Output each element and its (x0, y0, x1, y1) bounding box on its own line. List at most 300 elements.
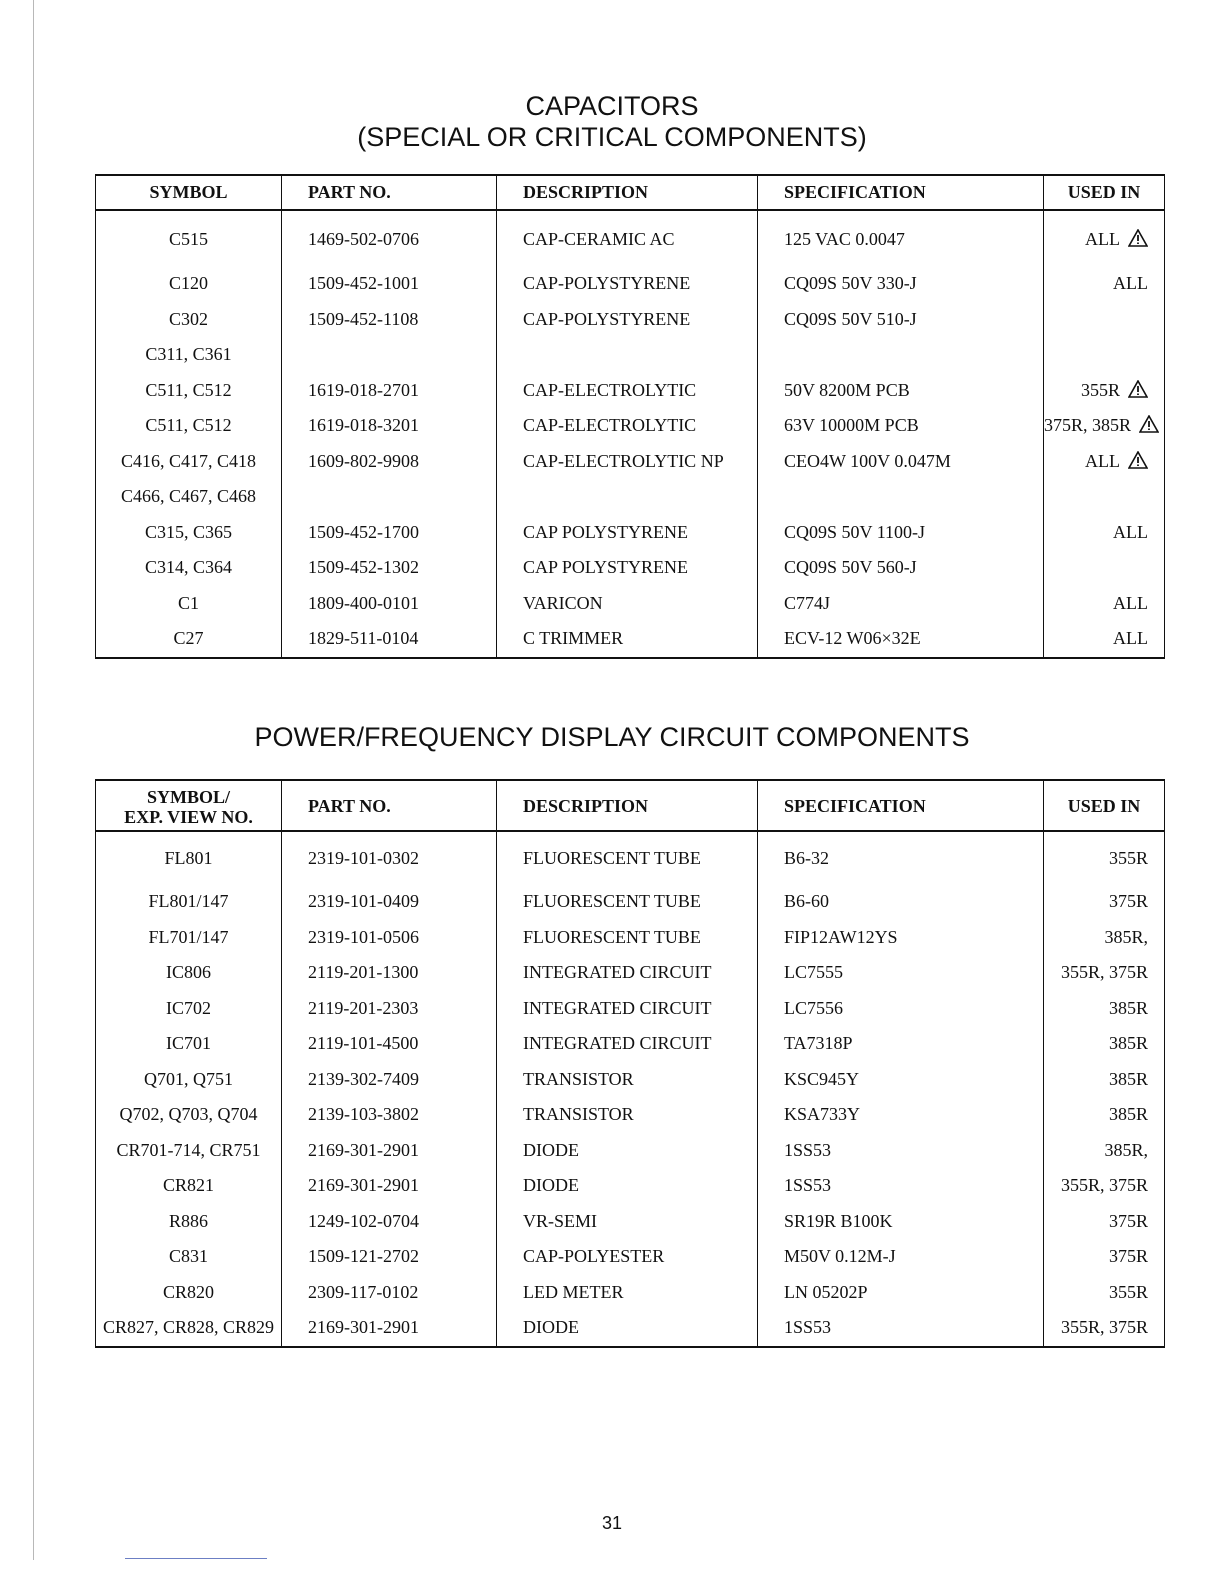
symbol-cell-text: CR821 (162, 1175, 214, 1196)
description-cell (497, 586, 758, 622)
specification-cell (758, 884, 1044, 920)
symbol-cell-text: C511, C512 (145, 379, 232, 400)
symbol-cell-text: CR827, CR828, CR829 (102, 1317, 275, 1338)
symbol-cell-text: Q702, Q703, Q704 (119, 1104, 258, 1125)
description-cell-text: TRANSISTOR (523, 1068, 634, 1089)
part-no-cell (282, 1168, 497, 1204)
used-in-cell (1044, 266, 1165, 302)
table-row (96, 831, 1165, 884)
symbol-cell (96, 1133, 282, 1169)
exp-view-header-line: EXP. VIEW NO. (124, 806, 253, 827)
part-no-cell-text: 1509-452-1001 (308, 273, 419, 294)
symbol-cell (96, 1310, 282, 1347)
description-cell (497, 621, 758, 658)
description-cell (497, 210, 758, 266)
symbol-cell (96, 444, 282, 480)
specification-cell-text: SR19R B100K (784, 1210, 893, 1231)
symbol-cell (96, 920, 282, 956)
description-cell-text: FLUORESCENT TUBE (523, 847, 701, 868)
description-cell (497, 479, 758, 515)
used-in-cell-text: 355R (1108, 1281, 1148, 1302)
symbol-cell (96, 991, 282, 1027)
part-no-cell-text: 1249-102-0704 (308, 1210, 419, 1231)
table-row (96, 302, 1165, 338)
description-cell (497, 266, 758, 302)
used-in-cell (1044, 991, 1165, 1027)
table-row (96, 621, 1165, 658)
specification-cell-text: ECV-12 W06×32E (784, 628, 921, 649)
specification-cell (758, 1310, 1044, 1347)
part-no-cell-text: 1829-511-0104 (308, 628, 419, 649)
symbol-cell-text: C302 (168, 308, 208, 329)
table-row (96, 550, 1165, 586)
description-cell-text: INTEGRATED CIRCUIT (523, 997, 712, 1018)
table-row (96, 1310, 1165, 1347)
specification-cell-text: KSA733Y (784, 1104, 861, 1125)
symbol-cell-text: C311, C361 (145, 344, 232, 365)
part-no-cell-text: 2139-302-7409 (308, 1068, 419, 1089)
description-cell (497, 550, 758, 586)
specification-cell-text: B6-60 (784, 891, 829, 912)
specification-cell (758, 479, 1044, 515)
description-cell (497, 920, 758, 956)
symbol-cell-text: C831 (168, 1246, 208, 1267)
used-in-cell (1044, 920, 1165, 956)
description-cell (497, 1097, 758, 1133)
description-cell-text: CAP-ELECTROLYTIC (523, 415, 697, 436)
part-no-cell-text: 2119-201-1300 (308, 962, 419, 983)
symbol-cell-text: C27 (173, 628, 204, 649)
part-no-cell-text: 1809-400-0101 (308, 592, 419, 613)
used-in-cell (1044, 1239, 1165, 1275)
capacitors-subtitle: (SPECIAL OR CRITICAL COMPONENTS) (357, 122, 867, 152)
table-header-row (96, 780, 1165, 831)
used-in-cell (1044, 210, 1165, 266)
specification-cell (758, 1097, 1044, 1133)
description-cell (497, 373, 758, 409)
safety-warning-icon (1128, 229, 1148, 247)
part-no-cell (282, 408, 497, 444)
part-no-cell-text: 2319-101-0506 (308, 926, 419, 947)
capacitors-table (95, 174, 1165, 659)
used-in-cell (1044, 1168, 1165, 1204)
symbol-cell (96, 1026, 282, 1062)
part-no-cell (282, 373, 497, 409)
used-in-cell-text: 385R (1108, 997, 1148, 1018)
part-no-cell-text: 2119-101-4500 (308, 1033, 419, 1054)
table-row (96, 1026, 1165, 1062)
description-cell-text: CAP-POLYSTYRENE (523, 308, 691, 329)
description-header: DESCRIPTION (497, 780, 758, 831)
symbol-cell-text: IC701 (166, 1033, 211, 1054)
specification-cell (758, 955, 1044, 991)
part-no-cell (282, 210, 497, 266)
part-no-cell-text: 2169-301-2901 (308, 1175, 419, 1196)
description-cell (497, 991, 758, 1027)
used-in-cell-text: ALL (1113, 273, 1148, 294)
used-in-cell (1044, 1097, 1165, 1133)
symbol-cell-text: C1 (177, 592, 199, 613)
specification-cell-text: CQ09S 50V 560-J (784, 557, 917, 578)
table-row (96, 991, 1165, 1027)
symbol-cell (96, 337, 282, 373)
description-cell (497, 1168, 758, 1204)
part-no-cell (282, 920, 497, 956)
description-cell (497, 831, 758, 884)
description-cell-text: CAP-POLYSTYRENE (523, 273, 691, 294)
specification-cell-text: 1SS53 (784, 1317, 832, 1338)
description-cell-text: TRANSISTOR (523, 1104, 634, 1125)
description-cell (497, 955, 758, 991)
symbol-cell (96, 1204, 282, 1240)
used-in-cell (1044, 586, 1165, 622)
used-in-cell (1044, 479, 1165, 515)
description-cell (497, 444, 758, 480)
used-in-cell (1044, 550, 1165, 586)
description-cell (497, 337, 758, 373)
specification-cell (758, 515, 1044, 551)
table-row (96, 515, 1165, 551)
used-in-cell-text: 385R (1108, 1033, 1148, 1054)
description-cell (497, 1204, 758, 1240)
used-in-cell-text: 385R, (1104, 926, 1148, 947)
description-cell (497, 1062, 758, 1098)
symbol-cell (96, 1097, 282, 1133)
symbol-cell-text: C466, C467, C468 (120, 486, 257, 507)
symbol-header-line: SYMBOL/ (146, 786, 230, 807)
table-row (96, 373, 1165, 409)
symbol-cell-text: Q701, Q751 (144, 1068, 233, 1089)
description-cell-text: DIODE (523, 1317, 579, 1338)
part-no-cell (282, 550, 497, 586)
specification-cell-text: CQ09S 50V 330-J (784, 273, 917, 294)
part-no-cell-text: 1509-121-2702 (308, 1246, 419, 1267)
part-no-cell-text: 2169-301-2901 (308, 1139, 419, 1160)
symbol-cell (96, 955, 282, 991)
specification-cell (758, 1168, 1044, 1204)
symbol-cell-text: CR701-714, CR751 (116, 1139, 261, 1160)
description-cell-text: CAP-ELECTROLYTIC (523, 379, 697, 400)
part-no-cell (282, 621, 497, 658)
symbol-cell-text: IC806 (166, 962, 211, 983)
part-no-cell (282, 1275, 497, 1311)
symbol-cell-text: C511, C512 (145, 415, 232, 436)
symbol-cell (96, 266, 282, 302)
description-cell (497, 1310, 758, 1347)
description-cell-text: CAP POLYSTYRENE (523, 521, 689, 542)
used-in-cell-text: 385R (1108, 1104, 1148, 1125)
symbol-cell (96, 1275, 282, 1311)
part-no-cell-text: 1469-502-0706 (308, 229, 419, 249)
description-cell (497, 408, 758, 444)
description-cell (497, 515, 758, 551)
table-row (96, 1275, 1165, 1311)
symbol-cell (96, 210, 282, 266)
table-row (96, 337, 1165, 373)
specification-cell-text: C774J (784, 592, 831, 613)
safety-warning-icon (1128, 451, 1148, 469)
specification-cell (758, 1026, 1044, 1062)
safety-warning-icon (1128, 380, 1148, 398)
symbol-cell-text: C314, C364 (144, 557, 232, 578)
symbol-cell-text: C416, C417, C418 (120, 450, 257, 471)
used-in-cell (1044, 408, 1165, 444)
table-row (96, 1168, 1165, 1204)
used-in-cell-text: 375R, 385R (1044, 415, 1132, 436)
symbol-cell (96, 586, 282, 622)
used-in-cell (1044, 1026, 1165, 1062)
specification-cell (758, 621, 1044, 658)
description-cell-text: LED METER (523, 1281, 624, 1302)
symbol-cell (96, 550, 282, 586)
used-in-cell (1044, 444, 1165, 480)
symbol-cell-text: CR820 (162, 1281, 214, 1302)
used-in-cell (1044, 621, 1165, 658)
symbol-cell-text: FL701/147 (148, 926, 229, 947)
used-in-cell-text: 355R (1080, 379, 1120, 400)
used-in-cell-text: 355R, 375R (1060, 1175, 1148, 1196)
part-no-cell (282, 1062, 497, 1098)
table-row (96, 479, 1165, 515)
description-cell (497, 1239, 758, 1275)
used-in-cell (1044, 337, 1165, 373)
part-no-cell-text: 1509-452-1108 (308, 308, 419, 329)
specification-cell-text: TA7318P (784, 1033, 853, 1054)
part-no-cell (282, 831, 497, 884)
symbol-cell (96, 479, 282, 515)
display-components-title: POWER/FREQUENCY DISPLAY CIRCUIT COMPONENTS (254, 722, 970, 752)
table-header-row (96, 175, 1165, 210)
symbol-cell (96, 302, 282, 338)
description-cell-text: INTEGRATED CIRCUIT (523, 1033, 712, 1054)
symbol-cell (96, 1062, 282, 1098)
specification-cell-text: CEO4W 100V 0.047M (784, 450, 951, 471)
description-cell-text: FLUORESCENT TUBE (523, 891, 701, 912)
specification-cell (758, 444, 1044, 480)
part-no-cell-text: 2119-201-2303 (308, 997, 419, 1018)
specification-header: SPECIFICATION (758, 175, 1044, 210)
used-in-cell-text: 385R, (1104, 1139, 1148, 1160)
used-in-cell (1044, 831, 1165, 884)
symbol-cell (96, 1168, 282, 1204)
specification-cell-text: 1SS53 (784, 1139, 832, 1160)
used-in-cell-text: 375R (1108, 891, 1148, 912)
part-no-cell (282, 444, 497, 480)
specification-cell (758, 266, 1044, 302)
part-no-cell (282, 302, 497, 338)
symbol-cell-text: C120 (168, 273, 208, 294)
symbol-cell (96, 515, 282, 551)
part-no-cell (282, 266, 497, 302)
table-row (96, 444, 1165, 480)
specification-cell-text: LC7556 (784, 997, 844, 1018)
part-no-header: PART NO. (282, 780, 497, 831)
used-in-cell (1044, 1310, 1165, 1347)
display-components-table (95, 779, 1165, 1348)
used-in-cell (1044, 1062, 1165, 1098)
used-in-cell-text: ALL (1085, 229, 1120, 249)
used-in-cell-text: 385R (1108, 1068, 1148, 1089)
specification-cell (758, 1239, 1044, 1275)
used-in-cell-text: ALL (1085, 450, 1120, 471)
used-in-cell (1044, 302, 1165, 338)
description-cell-text: FLUORESCENT TUBE (523, 926, 701, 947)
specification-cell-text: FIP12AW12YS (784, 926, 898, 947)
specification-cell (758, 337, 1044, 373)
table-row (96, 1133, 1165, 1169)
part-no-cell-text: 1509-452-1302 (308, 557, 419, 578)
description-cell (497, 302, 758, 338)
part-no-cell (282, 479, 497, 515)
used-in-cell (1044, 1133, 1165, 1169)
table-row (96, 1239, 1165, 1275)
description-cell-text: VARICON (523, 592, 603, 613)
used-in-cell (1044, 515, 1165, 551)
part-no-cell (282, 337, 497, 373)
description-cell (497, 884, 758, 920)
part-no-cell (282, 1133, 497, 1169)
table-row (96, 1204, 1165, 1240)
symbol-cell-text: FL801/147 (148, 891, 229, 912)
part-no-cell-text: 1609-802-9908 (308, 450, 419, 471)
scan-margin-line (33, 0, 34, 1560)
specification-cell (758, 373, 1044, 409)
part-no-cell-text: 1619-018-2701 (308, 379, 419, 400)
description-cell-text: CAP-CERAMIC AC (523, 229, 675, 249)
used-in-cell (1044, 1275, 1165, 1311)
specification-cell (758, 1133, 1044, 1169)
specification-cell (758, 408, 1044, 444)
specification-cell (758, 302, 1044, 338)
symbol-cell (96, 884, 282, 920)
specification-cell-text: 50V 8200M PCB (784, 379, 910, 400)
specification-cell-text: 125 VAC 0.0047 (784, 229, 905, 249)
specification-cell (758, 1062, 1044, 1098)
specification-cell-text: 1SS53 (784, 1175, 832, 1196)
used-in-header: USED IN (1044, 175, 1165, 210)
symbol-header (96, 780, 282, 831)
specification-cell-text: B6-32 (784, 847, 829, 868)
capacitors-title: CAPACITORS (525, 91, 699, 121)
symbol-cell (96, 621, 282, 658)
table-row (96, 210, 1165, 266)
table-row (96, 884, 1165, 920)
table-row (96, 266, 1165, 302)
specification-cell (758, 991, 1044, 1027)
symbol-cell (96, 408, 282, 444)
part-no-cell-text: 2169-301-2901 (308, 1317, 419, 1338)
description-cell-text: CAP-ELECTROLYTIC NP (523, 450, 724, 471)
part-no-cell (282, 884, 497, 920)
safety-warning-icon (1139, 415, 1159, 433)
description-cell-text: CAP-POLYESTER (523, 1246, 665, 1267)
symbol-cell (96, 1239, 282, 1275)
symbol-cell (96, 373, 282, 409)
specification-cell-text: M50V 0.12M-J (784, 1246, 896, 1267)
part-no-cell (282, 586, 497, 622)
part-no-cell (282, 1097, 497, 1133)
specification-cell-text: LC7555 (784, 962, 844, 983)
description-cell-text: DIODE (523, 1175, 579, 1196)
description-cell-text: CAP POLYSTYRENE (523, 557, 689, 578)
specification-cell (758, 920, 1044, 956)
used-in-cell (1044, 955, 1165, 991)
specification-header: SPECIFICATION (758, 780, 1044, 831)
used-in-cell-text: ALL (1113, 521, 1148, 542)
part-no-cell (282, 955, 497, 991)
specification-cell (758, 1204, 1044, 1240)
table-row (96, 955, 1165, 991)
part-no-cell-text: 2319-101-0409 (308, 891, 419, 912)
part-no-cell-text: 1509-452-1700 (308, 521, 419, 542)
specification-cell (758, 586, 1044, 622)
symbol-cell-text: FL801 (164, 847, 213, 868)
table-row (96, 1062, 1165, 1098)
footer-rule (125, 1558, 267, 1559)
part-no-cell (282, 515, 497, 551)
specification-cell-text: 63V 10000M PCB (784, 415, 919, 436)
used-in-cell (1044, 1204, 1165, 1240)
table-row (96, 920, 1165, 956)
description-cell (497, 1026, 758, 1062)
symbol-cell-text: C515 (168, 229, 208, 249)
specification-cell-text: CQ09S 50V 510-J (784, 308, 917, 329)
description-cell (497, 1275, 758, 1311)
part-no-cell-text: 1619-018-3201 (308, 415, 419, 436)
table-row (96, 408, 1165, 444)
used-in-cell (1044, 373, 1165, 409)
used-in-header: USED IN (1044, 780, 1165, 831)
table-row (96, 1097, 1165, 1133)
part-no-cell-text: 2309-117-0102 (308, 1281, 419, 1302)
used-in-cell-text: 355R, 375R (1060, 962, 1148, 983)
symbol-cell-text: R886 (168, 1210, 208, 1231)
used-in-cell (1044, 884, 1165, 920)
specification-cell (758, 1275, 1044, 1311)
description-cell (497, 1133, 758, 1169)
specification-cell-text: LN 05202P (784, 1281, 868, 1302)
description-cell-text: DIODE (523, 1139, 579, 1160)
symbol-header: SYMBOL (96, 175, 282, 210)
specification-cell-text: KSC945Y (784, 1068, 860, 1089)
specification-cell (758, 831, 1044, 884)
table-row (96, 586, 1165, 622)
description-cell-text: INTEGRATED CIRCUIT (523, 962, 712, 983)
part-no-cell-text: 2139-103-3802 (308, 1104, 419, 1125)
used-in-cell-text: 375R (1108, 1246, 1148, 1267)
specification-cell-text: CQ09S 50V 1100-J (784, 521, 926, 542)
used-in-cell-text: 355R, 375R (1060, 1317, 1148, 1338)
part-no-cell (282, 1239, 497, 1275)
description-cell-text: C TRIMMER (523, 628, 624, 649)
part-no-cell (282, 991, 497, 1027)
specification-cell (758, 550, 1044, 586)
used-in-cell-text: ALL (1113, 628, 1148, 649)
part-no-cell (282, 1310, 497, 1347)
description-header: DESCRIPTION (497, 175, 758, 210)
part-no-cell-text: 2319-101-0302 (308, 847, 419, 868)
symbol-cell (96, 831, 282, 884)
symbol-cell-text: C315, C365 (144, 521, 232, 542)
part-no-cell (282, 1204, 497, 1240)
part-no-cell (282, 1026, 497, 1062)
specification-cell (758, 210, 1044, 266)
description-cell-text: VR-SEMI (523, 1210, 598, 1231)
used-in-cell-text: 375R (1108, 1210, 1148, 1231)
page-number: 31 (601, 1513, 623, 1533)
symbol-cell-text: IC702 (166, 997, 211, 1018)
part-no-header: PART NO. (282, 175, 497, 210)
